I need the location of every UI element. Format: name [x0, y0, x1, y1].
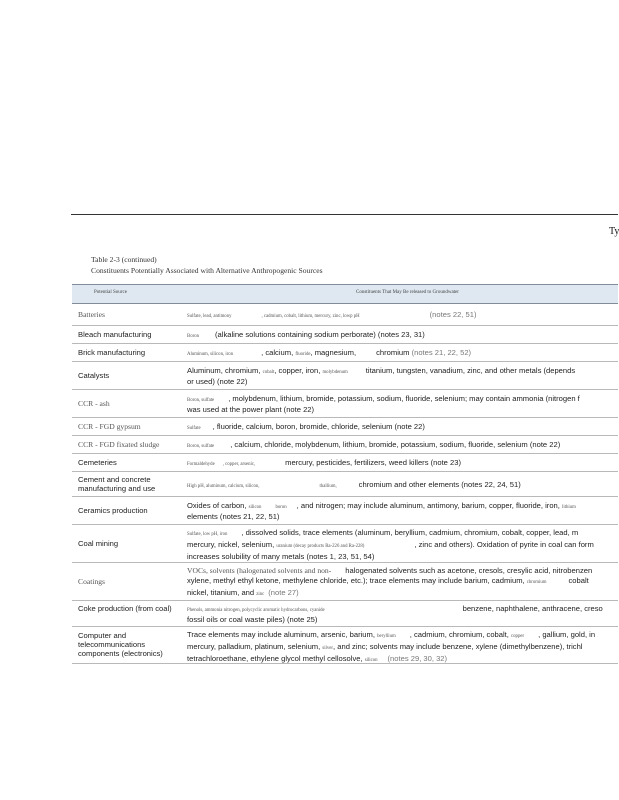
- row-constituents: Boron, sulfate , calcium, chloride, molybdenum, lithium, bromide, potassium, sodium, fluoride, selenium (note 22): [187, 440, 561, 449]
- row-constituents: Aluminum, chromium, cobalt, copper, iron, molybdenum titanium, tungsten, vanadium, zinc, and other metals (depends or used) (note 22): [187, 366, 576, 386]
- table-row: [72, 601, 618, 627]
- table-row: [72, 344, 618, 362]
- table-row: [72, 497, 618, 525]
- header-constituents: Constituents That May Be released to Groundwater: [356, 290, 459, 295]
- table-row: [72, 472, 618, 497]
- row-constituents: Boron, sulfate , molybdenum, lithium, bromide, potassium, sodium, fluoride, selenium; may contain ammonia (nitrogen f was used at the power plant (note 22): [187, 394, 580, 414]
- row-constituents: Aluminum, silicon, iron , calcium, fluoride, magnesium, chromium (notes 21, 22, 52): [187, 348, 472, 357]
- row-constituents: Boron (alkaline solutions containing sodium perborate) (notes 23, 31): [187, 330, 425, 339]
- row-constituents: Sulfate , fluoride, calcium, boron, bromide, chloride, selenium (note 22): [187, 422, 425, 431]
- table-row: [72, 418, 618, 436]
- header-potential-source: Potential Source: [94, 290, 127, 295]
- row-source: Cement and concrete manufacturing and use: [78, 475, 156, 493]
- row-source: Coal mining: [78, 539, 119, 548]
- row-source: Cemeteries: [78, 458, 117, 467]
- table-row: [72, 326, 618, 344]
- table-row: [72, 362, 618, 390]
- row-source: CCR - FGD gypsum: [78, 422, 141, 431]
- table-row: [72, 525, 618, 563]
- row-source: Computer and telecommunications components (electronics): [78, 631, 163, 658]
- table-row: [72, 563, 618, 601]
- row-constituents: Oxides of carbon, silicon boron , and nitrogen; may include aluminum, antimony, barium, copper, fluoride, iron, lithium elements (notes 21, 22, 51): [187, 501, 576, 521]
- row-constituents: Formaldehyde , copper, arsenic, mercury, pesticides, fertilizers, weed killers (note 23): [187, 458, 461, 467]
- table-caption-title: Constituents Potentially Associated with Alternative Anthropogenic Sources: [91, 266, 323, 275]
- row-source: Catalysts: [78, 371, 110, 380]
- table-caption-number: Table 2-3 (continued): [91, 255, 157, 264]
- row-source: Batteries: [78, 310, 105, 319]
- table-row: [72, 390, 618, 418]
- row-source: CCR - FGD fixated sludge: [78, 440, 160, 449]
- table-row: [72, 304, 618, 326]
- table-row: [72, 627, 618, 664]
- row-constituents: Trace elements may include aluminum, arsenic, barium, beryllium , cadmium, chromium, cobalt, copper , gallium, gold, in mercury, palladium, platinum, selenium, silver, and zinc; solvents may include benzene, xylene (dimethylbenzene), trichl tetrachloroethane, ethylene glycol methyl cellosolve, silicon (notes 29, 30, 32): [187, 630, 596, 663]
- row-constituents: Sulfate, low pH, iron , dissolved solids, trace elements (aluminum, beryllium, cadmium, chromium, cobalt, copper, lead, m mercury, nickel, selenium, uranium (decay products Ra-226 and Ra-228) , zinc and others). Oxidation of pyrite in coal can form increases solubility of many metals (notes 1, 23, 51, 54): [187, 528, 594, 561]
- table-row: [72, 436, 618, 454]
- row-source: CCR - ash: [78, 399, 110, 408]
- running-header: Ty: [609, 226, 619, 237]
- row-source: Coke production (from coal): [78, 604, 172, 613]
- row-constituents: Sulfate, lead, antimony , cadmium, cobalt, lithium, mercury, zinc, lowp pH (notes 22, 51): [187, 310, 477, 319]
- row-constituents: Phenols, ammonia nitrogen, polycyclic aromatic hydrocarbons, cyanide benzene, naphthalene, anthracene, creso fossil oils or coal waste piles) (note 25): [187, 604, 603, 624]
- row-constituents: VOCs, solvents (halogenated solvents and non- halogenated solvents such as acetone, cresols, cresylic acid, nitrobenzen xylene, methyl ethyl ketone, methylene chloride, etc.); trace elements may include barium, cadmium, chromium cobalt nickel, titanium, and zinc (note 27): [187, 566, 593, 597]
- row-constituents: High pH, aluminum, calcium, silicon, thallium, chromium and other elements (notes 22, 24, 51): [187, 480, 521, 489]
- table-row: [72, 454, 618, 472]
- row-source: Coatings: [78, 577, 106, 586]
- row-source: Brick manufacturing: [78, 348, 146, 357]
- table-header-row: [72, 284, 618, 304]
- page-rule: [71, 214, 618, 215]
- row-source: Bleach manufacturing: [78, 330, 152, 339]
- row-source: Ceramics production: [78, 506, 148, 515]
- constituents-table: [72, 284, 618, 664]
